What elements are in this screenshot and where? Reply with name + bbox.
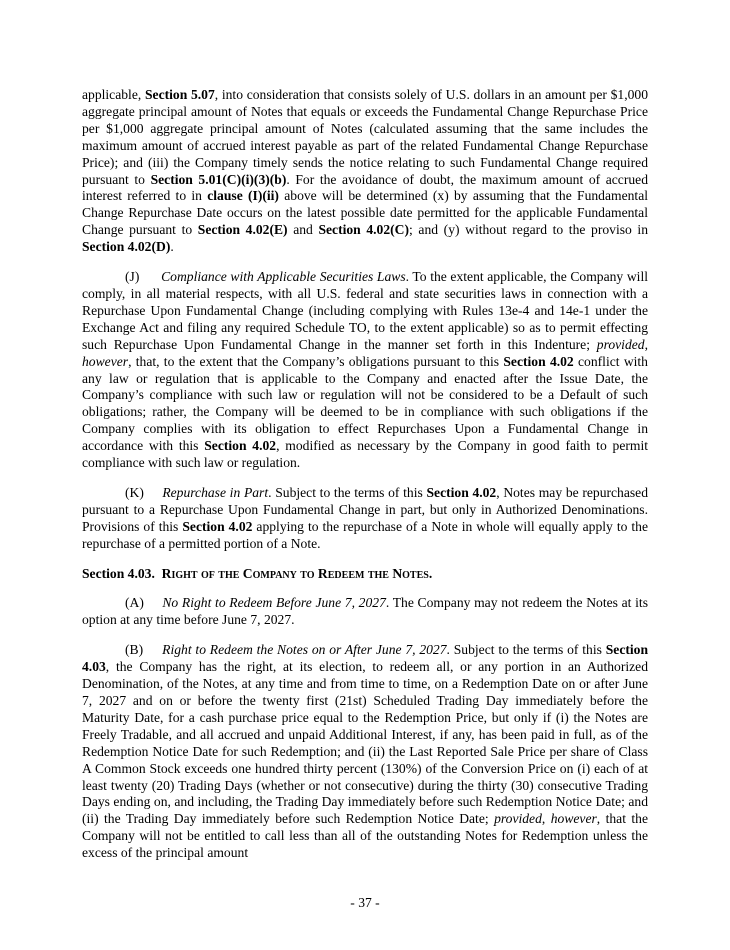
section-heading [82,566,648,583]
paragraph-a-no-right-to-redeem: (A) No Right to Redeem Before June 7, 2027. The Company may not redeem the Notes at its option at any time before June 7, 2027. [82,595,648,628]
section-title: Right of the Company to Redeem the Notes. [161,565,433,581]
paragraph-continuation: applicable, Section 5.07, into consideration that consists solely of U.S. dollars in an amount per $1,000 aggregate principal amount of Notes that equals or exceeds the Fundamental Change Repurchase Price per $1,000 aggregate principal amount of Notes (calculated assuming that the same includes the maximum amount of accrued interest payable as part of the related Fundamental Change Repurchase Price); and (iii) the Company timely sends the notice relating to such Fundamental Change required pursuant to Section 5.01(C)(i)(3)(b). For the avoidance of doubt, the maximum amount of accrued interest referred to in clause (I)(ii) above will be determined (x) by assuming that the Fundamental Change Repurchase Date occurs on the latest possible date permitted for the applicable Fundamental Change pursuant to Section 4.02(E) and Section 4.02(C); and (y) without regard to the proviso in Section 4.02(D). [82,87,648,255]
page-body [82,87,648,875]
paragraph-j-compliance: (J) Compliance with Applicable Securities Laws. To the extent applicable, the Company will comply, in all material respects, with all U.S. federal and state securities laws in connection with a Repurchase Upon Fundamental Change (including complying with Rules 13e-4 and 14e-1 under the Exchange Act and filing any required Schedule TO, to the extent applicable) so as to permit effecting such Repurchase Upon Fundamental Change in the manner set forth in this Indenture; provided, however, that, to the extent that the Company’s obligations pursuant to this Section 4.02 conflict with any law or regulation that is applicable to the Company and enacted after the Issue Date, the Company’s compliance with such law or regulation will not be considered to be a Default of such obligations; rather, the Company will be deemed to be in compliance with such obligations if the Company complies with its obligation to effect Repurchases Upon a Fundamental Change in accordance with this Section 4.02, modified as necessary by the Company in good faith to permit compliance with such law or regulation. [82,269,649,471]
paragraph-b-right-to-redeem: (B) Right to Redeem the Notes on or After June 7, 2027. Subject to the terms of this Section 4.03, the Company has the right, at its election, to redeem all, or any portion in an Authorized Denomination, of the Notes, at any time and from time to time, on a Redemption Date on or after June 7, 2027 and on or before the twenty first (21st) Scheduled Trading Day immediately before the Maturity Date, for a cash purchase price equal to the Redemption Price, but only if (i) the Notes are Freely Tradable, and all accrued and unpaid Additional Interest, if any, has been paid in full, as of the Redemption Notice Date for such Redemption; and (ii) the Last Reported Sale Price per share of Class A Common Stock exceeds one hundred thirty percent (130%) of the Conversion Price on (i) each of at least twenty (20) Trading Days (whether or not consecutive) during the thirty (30) consecutive Trading Days ending on, and including, the Trading Day immediately before such Redemption Notice Date; and (ii) the Trading Day immediately before such Redemption Notice Date; provided, however, that the Company will not be entitled to call less than all of the outstanding Notes for Redemption unless the excess of the principal amount [82,642,649,861]
paragraph-k-repurchase-in-part: (K) Repurchase in Part. Subject to the terms of this Section 4.02, Notes may be repurchased pursuant to a Repurchase Upon Fundamental Change in part, but only in Authorized Denominations. Provisions of this Section 4.02 applying to the repurchase of a Note in whole will equally apply to the repurchase of a permitted portion of a Note. [82,484,648,551]
section-number: Section 4.03. [82,565,155,581]
page-number: - 37 - [350,895,380,910]
